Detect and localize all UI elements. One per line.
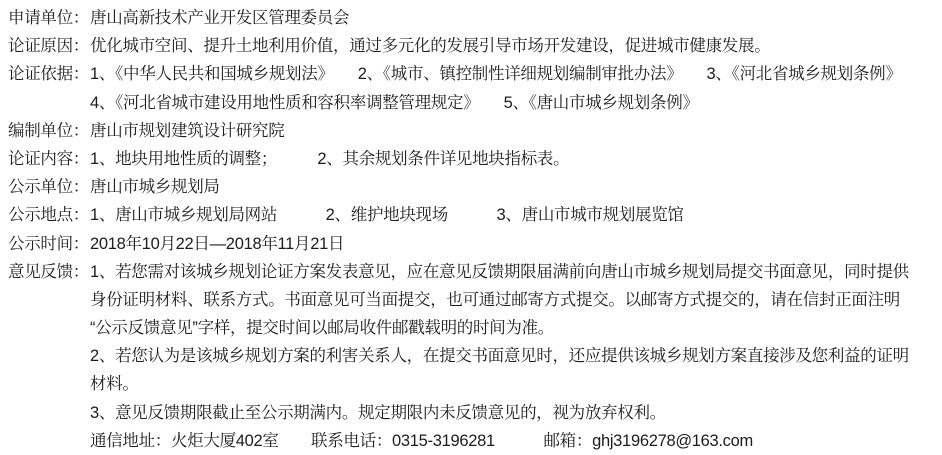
field-label: 意见反馈： [8, 262, 90, 281]
field-text: 2、若您认为是该城乡规划方案的利害关系人，在提交书面意见时，还应提供该城乡规划方案直接涉及您利益的证明 [90, 347, 909, 366]
field-label: 申请单位： [8, 9, 90, 27]
field-label [8, 89, 90, 117]
notice-line-publicity-unit [8, 173, 942, 201]
field-label: 论证内容： [8, 149, 90, 168]
field-label: 公示单位： [8, 178, 90, 197]
field-label [8, 314, 90, 342]
notice-line-publicity-time [8, 230, 942, 258]
field-text: 1、地块用地性质的调整； 2、其余规划条件详见地块指标表。 [90, 149, 570, 168]
field-text: 唐山高新技术产业开发区管理委员会 [90, 9, 350, 27]
notice-line-content [8, 145, 942, 173]
field-text: 材料。 [90, 375, 139, 394]
notice-line-feedback-2-continued [8, 370, 942, 398]
field-label [8, 427, 90, 455]
field-text: 4、《河北省城市建设用地性质和容积率调整管理规定》 5、《唐山市城乡规划条例》 [90, 93, 699, 112]
field-text: 2018年10月22日—2018年11月21日 [90, 234, 345, 253]
notice-line-reason [8, 32, 942, 60]
notice-line-compiler [8, 117, 942, 145]
field-text: 1、《中华人民共和国城乡规划法》 2、《城市、镇控制性详细规划编制审批办法》 3、《河北省城乡规划条例》 [90, 65, 902, 84]
field-label: 论证原因： [8, 37, 90, 56]
field-label: 公示时间： [8, 234, 90, 253]
notice-line-basis [8, 60, 942, 88]
notice-line-applicant [8, 4, 942, 32]
field-text: 优化城市空间、提升土地利用价值，通过多元化的发展引导市场开发建设，促进城市健康发展。 [90, 37, 771, 56]
field-text: 1、若您需对该城乡规划论证方案发表意见，应在意见反馈期限届满前向唐山市城乡规划局提交书面意见，同时提供 [90, 262, 909, 281]
notice-line-basis-continued [8, 89, 942, 117]
field-text: 3、意见反馈期限截止至公示期满内。规定期限内未反馈意见的，视为放弃权利。 [90, 403, 666, 422]
notice-line-publicity-location [8, 201, 942, 229]
field-label [8, 399, 90, 427]
field-label: 公示地点： [8, 206, 90, 225]
field-text: 1、唐山市城乡规划局网站 2、维护地块现场 3、唐山市城市规划展览馆 [90, 206, 684, 225]
field-label [8, 370, 90, 398]
field-label: 编制单位： [8, 121, 90, 140]
notice-line-contact [8, 427, 942, 455]
field-label [8, 342, 90, 370]
notice-line-feedback-2 [8, 342, 942, 370]
field-text: 唐山市城乡规划局 [90, 178, 220, 197]
field-label [8, 286, 90, 314]
notice-line-feedback-1 [8, 258, 942, 286]
field-text: 身份证明材料、联系方式。书面意见可当面提交，也可通过邮寄方式提交。以邮寄方式提交的，请在信封正面注明 [90, 290, 901, 309]
notice-line-feedback-1-continued-2 [8, 314, 942, 342]
field-text: “公示反馈意见”字样，提交时间以邮局收件邮戳载明的时间为准。 [90, 319, 554, 338]
notice-line-feedback-3 [8, 399, 942, 427]
notice-line-feedback-1-continued [8, 286, 942, 314]
field-text: 通信地址：火炬大厦402室 联系电话：0315-3196281 邮箱：ghj3196278@163.com [90, 431, 753, 450]
field-label: 论证依据： [8, 65, 90, 84]
field-text: 唐山市规划建筑设计研究院 [90, 121, 285, 140]
